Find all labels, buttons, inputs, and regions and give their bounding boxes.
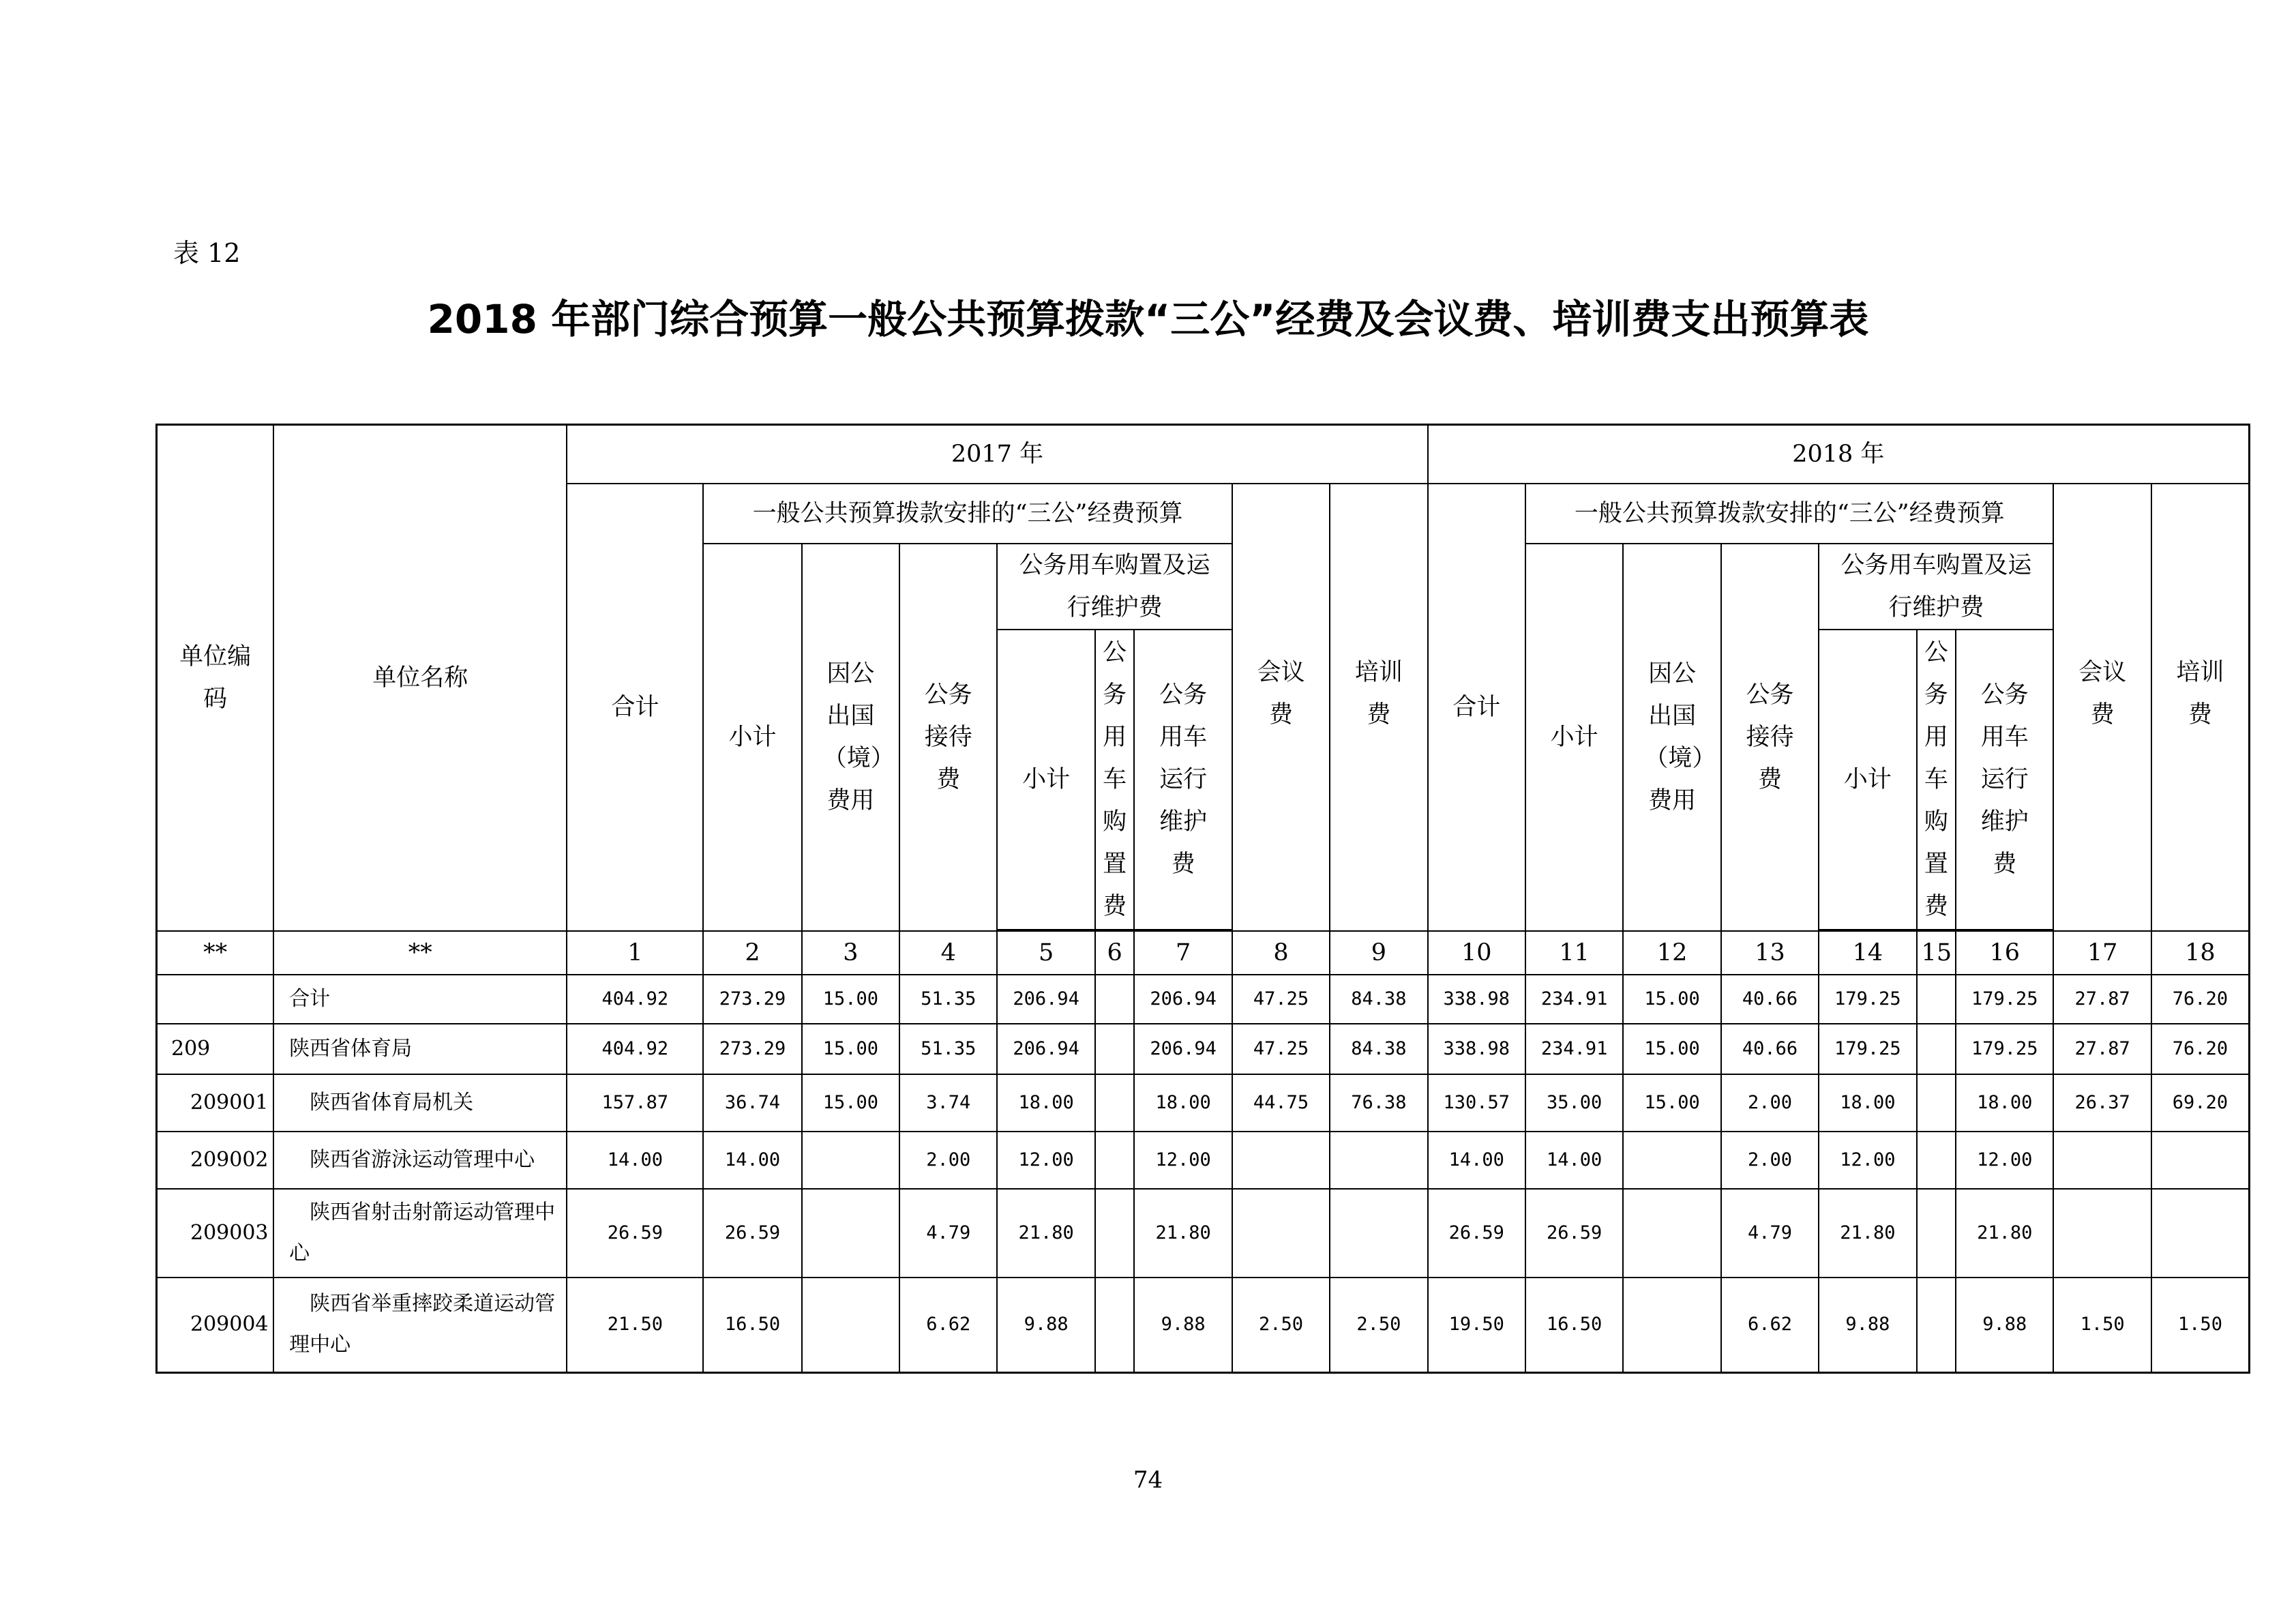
unit-code-cell: 209 bbox=[157, 1024, 274, 1074]
value-cell: 35.00 bbox=[1525, 1074, 1623, 1132]
header-row-years bbox=[157, 425, 2250, 484]
value-cell: 76.20 bbox=[2151, 1024, 2250, 1074]
value-cell: 15.00 bbox=[1623, 1024, 1720, 1074]
column-index-cell: 4 bbox=[899, 931, 997, 975]
header-2017-total: 合计 bbox=[567, 484, 703, 931]
column-index-cell: 15 bbox=[1917, 931, 1956, 975]
value-cell: 36.74 bbox=[703, 1074, 801, 1132]
unit-name-cell: 陕西省射击射箭运动管理中心 bbox=[273, 1189, 567, 1278]
value-cell: 14.00 bbox=[1525, 1132, 1623, 1189]
value-cell: 9.88 bbox=[1956, 1278, 2053, 1373]
value-cell: 404.92 bbox=[567, 1024, 703, 1074]
header-year-2017: 2017 年 bbox=[567, 425, 1427, 484]
header-2017-three-public: 一般公共预算拨款安排的“三公”经费预算 bbox=[703, 484, 1232, 544]
column-index-cell: 6 bbox=[1095, 931, 1135, 975]
table-label: 表 12 bbox=[173, 238, 241, 268]
column-index-cell: 8 bbox=[1232, 931, 1330, 975]
value-cell: 130.57 bbox=[1428, 1074, 1525, 1132]
header-2018-overseas: 因公出国（境）费用 bbox=[1623, 544, 1720, 931]
value-cell: 40.66 bbox=[1721, 975, 1819, 1024]
value-cell: 19.50 bbox=[1428, 1278, 1525, 1373]
value-cell: 338.98 bbox=[1428, 975, 1525, 1024]
value-cell bbox=[802, 1132, 899, 1189]
value-cell bbox=[802, 1189, 899, 1278]
value-cell: 69.20 bbox=[2151, 1074, 2250, 1132]
table-row bbox=[157, 1189, 2250, 1278]
unit-name-cell: 陕西省体育局机关 bbox=[273, 1074, 567, 1132]
value-cell: 2.00 bbox=[899, 1132, 997, 1189]
value-cell bbox=[1232, 1132, 1330, 1189]
column-index-cell: 9 bbox=[1330, 931, 1427, 975]
unit-code-cell: 209001 bbox=[157, 1074, 274, 1132]
value-cell bbox=[1232, 1189, 1330, 1278]
value-cell: 6.62 bbox=[1721, 1278, 1819, 1373]
header-2018-meeting: 会议费 bbox=[2053, 484, 2151, 931]
header-unit-name: 单位名称 bbox=[273, 425, 567, 931]
page-number: 74 bbox=[1133, 1466, 1163, 1494]
value-cell: 18.00 bbox=[1956, 1074, 2053, 1132]
value-cell: 1.50 bbox=[2151, 1278, 2250, 1373]
header-year-2018: 2018 年 bbox=[1428, 425, 2250, 484]
value-cell: 27.87 bbox=[2053, 1024, 2151, 1074]
value-cell: 21.80 bbox=[997, 1189, 1094, 1278]
value-cell bbox=[1623, 1189, 1720, 1278]
value-cell bbox=[1623, 1132, 1720, 1189]
unit-code-cell bbox=[157, 975, 274, 1024]
table-row bbox=[157, 1132, 2250, 1189]
value-cell: 12.00 bbox=[997, 1132, 1094, 1189]
value-cell: 21.80 bbox=[1819, 1189, 1916, 1278]
value-cell bbox=[1095, 1074, 1135, 1132]
header-2018-reception: 公务接待费 bbox=[1721, 544, 1819, 931]
value-cell: 9.88 bbox=[1134, 1278, 1232, 1373]
header-2018-vehicle-operation: 公务用车运行维护费 bbox=[1956, 630, 2053, 930]
value-cell: 157.87 bbox=[567, 1074, 703, 1132]
column-index-cell: 12 bbox=[1623, 931, 1720, 975]
document-title: 2018 年部门综合预算一般公共预算拨款“三公”经费及会议费、培训费支出预算表 bbox=[427, 296, 1869, 342]
column-index-cell: 10 bbox=[1428, 931, 1525, 975]
unit-code-cell: 209003 bbox=[157, 1189, 274, 1278]
unit-name-cell: 陕西省举重摔跤柔道运动管理中心 bbox=[273, 1278, 567, 1373]
header-2018-vehicle-purchase: 公务用车购置费 bbox=[1917, 630, 1956, 930]
value-cell: 21.50 bbox=[567, 1278, 703, 1373]
value-cell: 27.87 bbox=[2053, 975, 2151, 1024]
table-row bbox=[157, 1278, 2250, 1373]
value-cell: 21.80 bbox=[1134, 1189, 1232, 1278]
value-cell: 12.00 bbox=[1956, 1132, 2053, 1189]
value-cell bbox=[1917, 1278, 1956, 1373]
header-2017-training: 培训费 bbox=[1330, 484, 1427, 931]
value-cell bbox=[2053, 1132, 2151, 1189]
table-row bbox=[157, 975, 2250, 1024]
value-cell: 76.38 bbox=[1330, 1074, 1427, 1132]
value-cell bbox=[2151, 1189, 2250, 1278]
value-cell: 47.25 bbox=[1232, 1024, 1330, 1074]
value-cell: 15.00 bbox=[1623, 1074, 1720, 1132]
value-cell: 26.59 bbox=[567, 1189, 703, 1278]
value-cell bbox=[1917, 975, 1956, 1024]
value-cell: 16.50 bbox=[703, 1278, 801, 1373]
value-cell: 2.50 bbox=[1330, 1278, 1427, 1373]
value-cell: 18.00 bbox=[1819, 1074, 1916, 1132]
value-cell: 2.50 bbox=[1232, 1278, 1330, 1373]
value-cell: 9.88 bbox=[1819, 1278, 1916, 1373]
column-index-cell: ** bbox=[273, 931, 567, 975]
value-cell: 234.91 bbox=[1525, 1024, 1623, 1074]
value-cell bbox=[1095, 1132, 1135, 1189]
value-cell: 179.25 bbox=[1819, 1024, 1916, 1074]
value-cell: 234.91 bbox=[1525, 975, 1623, 1024]
column-index-cell: 16 bbox=[1956, 931, 2053, 975]
column-index-cell: 11 bbox=[1525, 931, 1623, 975]
value-cell: 21.80 bbox=[1956, 1189, 2053, 1278]
unit-name-cell: 陕西省游泳运动管理中心 bbox=[273, 1132, 567, 1189]
value-cell bbox=[802, 1278, 899, 1373]
value-cell: 84.38 bbox=[1330, 1024, 1427, 1074]
value-cell: 2.00 bbox=[1721, 1074, 1819, 1132]
value-cell bbox=[1623, 1278, 1720, 1373]
header-2018-three-public: 一般公共预算拨款安排的“三公”经费预算 bbox=[1525, 484, 2054, 544]
column-index-cell: 7 bbox=[1134, 931, 1232, 975]
value-cell bbox=[1917, 1024, 1956, 1074]
value-cell: 206.94 bbox=[997, 975, 1094, 1024]
column-index-cell: 5 bbox=[997, 931, 1094, 975]
header-2018-vehicle-group: 公务用车购置及运行维护费 bbox=[1819, 544, 2053, 630]
value-cell: 273.29 bbox=[703, 1024, 801, 1074]
value-cell: 15.00 bbox=[1623, 975, 1720, 1024]
value-cell: 44.75 bbox=[1232, 1074, 1330, 1132]
unit-code-cell: 209002 bbox=[157, 1132, 274, 1189]
value-cell: 206.94 bbox=[1134, 1024, 1232, 1074]
value-cell: 338.98 bbox=[1428, 1024, 1525, 1074]
value-cell: 26.59 bbox=[1525, 1189, 1623, 1278]
value-cell: 15.00 bbox=[802, 975, 899, 1024]
header-2017-overseas: 因公出国（境）费用 bbox=[802, 544, 899, 931]
value-cell: 1.50 bbox=[2053, 1278, 2151, 1373]
value-cell: 6.62 bbox=[899, 1278, 997, 1373]
value-cell: 26.59 bbox=[703, 1189, 801, 1278]
value-cell: 26.59 bbox=[1428, 1189, 1525, 1278]
value-cell bbox=[1095, 975, 1135, 1024]
header-2017-vehicle-purchase: 公务用车购置费 bbox=[1095, 630, 1135, 930]
header-2017-reception: 公务接待费 bbox=[899, 544, 997, 931]
value-cell: 18.00 bbox=[997, 1074, 1094, 1132]
value-cell: 12.00 bbox=[1819, 1132, 1916, 1189]
column-index-cell: 18 bbox=[2151, 931, 2250, 975]
header-2018-training: 培训费 bbox=[2151, 484, 2250, 931]
unit-name-cell: 陕西省体育局 bbox=[273, 1024, 567, 1074]
value-cell: 206.94 bbox=[997, 1024, 1094, 1074]
column-index-cell: 2 bbox=[703, 931, 801, 975]
value-cell bbox=[2053, 1189, 2151, 1278]
header-unit-code: 单位编码 bbox=[157, 425, 274, 931]
unit-name-cell: 合计 bbox=[273, 975, 567, 1024]
header-2018-subtotal: 小计 bbox=[1525, 544, 1623, 931]
value-cell: 14.00 bbox=[1428, 1132, 1525, 1189]
value-cell: 15.00 bbox=[802, 1074, 899, 1132]
value-cell bbox=[2151, 1132, 2250, 1189]
value-cell: 179.25 bbox=[1819, 975, 1916, 1024]
value-cell: 14.00 bbox=[703, 1132, 801, 1189]
value-cell: 404.92 bbox=[567, 975, 703, 1024]
column-index-cell: 17 bbox=[2053, 931, 2151, 975]
value-cell: 26.37 bbox=[2053, 1074, 2151, 1132]
column-index-cell: 13 bbox=[1721, 931, 1819, 975]
column-index-row bbox=[157, 931, 2250, 975]
value-cell: 47.25 bbox=[1232, 975, 1330, 1024]
value-cell bbox=[1917, 1189, 1956, 1278]
value-cell: 179.25 bbox=[1956, 1024, 2053, 1074]
value-cell: 14.00 bbox=[567, 1132, 703, 1189]
value-cell: 206.94 bbox=[1134, 975, 1232, 1024]
value-cell: 18.00 bbox=[1134, 1074, 1232, 1132]
value-cell bbox=[1330, 1132, 1427, 1189]
value-cell bbox=[1917, 1132, 1956, 1189]
value-cell bbox=[1330, 1189, 1427, 1278]
value-cell: 12.00 bbox=[1134, 1132, 1232, 1189]
value-cell: 76.20 bbox=[2151, 975, 2250, 1024]
value-cell bbox=[1095, 1189, 1135, 1278]
value-cell bbox=[1095, 1024, 1135, 1074]
value-cell: 2.00 bbox=[1721, 1132, 1819, 1189]
value-cell: 16.50 bbox=[1525, 1278, 1623, 1373]
header-2017-meeting: 会议费 bbox=[1232, 484, 1330, 931]
column-index-cell: ** bbox=[157, 931, 274, 975]
header-2018-total: 合计 bbox=[1428, 484, 1525, 931]
value-cell: 84.38 bbox=[1330, 975, 1427, 1024]
value-cell: 51.35 bbox=[899, 1024, 997, 1074]
value-cell: 4.79 bbox=[1721, 1189, 1819, 1278]
value-cell: 51.35 bbox=[899, 975, 997, 1024]
value-cell: 179.25 bbox=[1956, 975, 2053, 1024]
value-cell: 40.66 bbox=[1721, 1024, 1819, 1074]
value-cell bbox=[1917, 1074, 1956, 1132]
header-2017-vehicle-operation: 公务用车运行维护费 bbox=[1134, 630, 1232, 930]
header-2017-vehicle-subtotal: 小计 bbox=[997, 630, 1094, 930]
budget-table bbox=[155, 424, 2250, 1374]
header-2017-vehicle-group: 公务用车购置及运行维护费 bbox=[997, 544, 1232, 630]
value-cell: 15.00 bbox=[802, 1024, 899, 1074]
value-cell: 3.74 bbox=[899, 1074, 997, 1132]
value-cell: 273.29 bbox=[703, 975, 801, 1024]
value-cell: 9.88 bbox=[997, 1278, 1094, 1373]
value-cell: 4.79 bbox=[899, 1189, 997, 1278]
header-2017-subtotal: 小计 bbox=[703, 544, 801, 931]
table-row bbox=[157, 1024, 2250, 1074]
column-index-cell: 1 bbox=[567, 931, 703, 975]
column-index-cell: 14 bbox=[1819, 931, 1916, 975]
table-row bbox=[157, 1074, 2250, 1132]
value-cell bbox=[1095, 1278, 1135, 1373]
header-2018-vehicle-subtotal: 小计 bbox=[1819, 630, 1916, 930]
column-index-cell: 3 bbox=[802, 931, 899, 975]
unit-code-cell: 209004 bbox=[157, 1278, 274, 1373]
